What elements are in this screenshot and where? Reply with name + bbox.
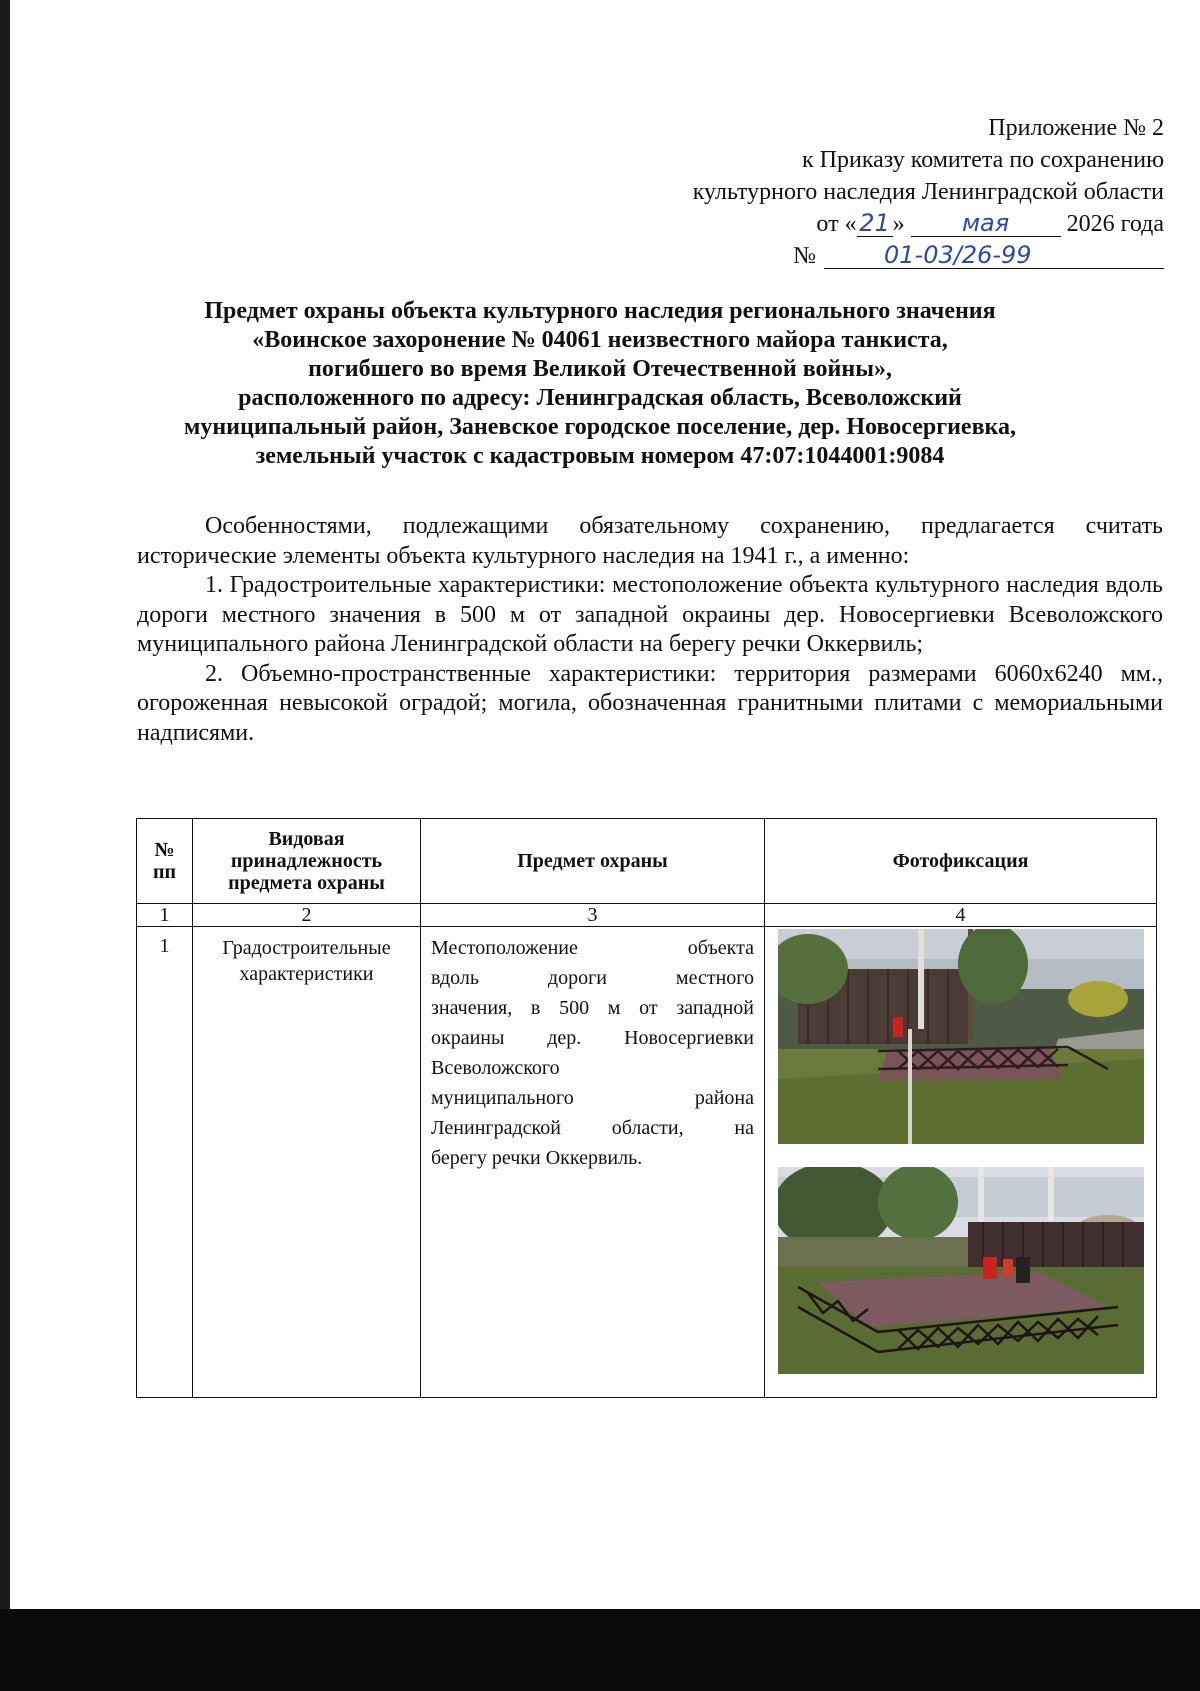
column-number: 2 [193,904,421,927]
row-photos [765,927,1157,1398]
title-line: погибшего во время Великой Отечественной войны», [308,356,892,382]
subject-line: вдоль дороги местного [431,967,754,989]
month-field: мая [911,210,1061,237]
row-kind: Градостроительные характеристики [193,927,421,1398]
subject-line: Ленинградской области, на [431,1117,754,1139]
day-field: 21 [857,210,893,237]
committee-name: культурного наследия Ленинградской области [692,179,1164,205]
memorial-photo-2 [778,1167,1144,1374]
year-text: 2026 года [1066,211,1164,237]
title-line: расположенного по адресу: Ленинградская область, Всеволожский [238,385,962,411]
order-number-field: 01-03/26-99 [824,242,1164,269]
document-body [137,512,1163,748]
header-number: № пп [137,819,193,904]
column-number-row [137,904,1157,927]
intro-paragraph: Особенностями, подлежащими обязательному сохранению, предлагается считать исторические элементы объекта культурного наследия на 1941 г., а именно: [137,513,1163,569]
subject-line: Всеволожского [431,1057,560,1079]
date-mid: » [892,211,905,237]
column-number: 4 [765,904,1157,927]
title-line: земельный участок с кадастровым номером 47:07:1044001:9084 [255,443,945,469]
spatial-paragraph: 2. Объемно-пространственные характеристики: территория размерами 6060х6240 мм., огороженная невысокой оградой; могила, обозначенная гранитными плитами с мемориальными надписями. [137,660,1163,746]
order-reference: к Приказу комитета по сохранению [801,147,1164,173]
table-header-row [137,819,1157,904]
urban-planning-paragraph: 1. Градостроительные характеристики: местоположение объекта культурного наследия вдоль дороги местного значения в 500 м от западной окраины дер. Новосергиевки Всеволожского муниципального района Ленинградской области на берегу речки Оккервиль; [137,572,1163,657]
subject-line: Местоположение объекта [431,937,754,959]
row-subject [421,927,765,1398]
subject-line: муниципального района [431,1087,754,1109]
scan-bottom-edge [0,1609,1200,1691]
scan-left-edge [0,0,10,1691]
number-prefix: № [793,243,816,269]
subject-line: окраины дер. Новосергиевки [431,1027,754,1049]
date-prefix: от « [816,211,857,237]
header-kind: Видовая принадлежность предмета охраны [193,819,421,904]
title-line: Предмет охраны объекта культурного наследия регионального значения [204,298,996,324]
header-subject: Предмет охраны [421,819,765,904]
document-title [120,297,1080,471]
column-number: 3 [421,904,765,927]
subject-line: берегу речки Оккервиль. [431,1147,643,1169]
subject-line: значения, в 500 м от западной [431,997,754,1019]
appendix-number: Приложение № 2 [988,115,1164,141]
appendix-header [464,112,1164,272]
table-row [137,927,1157,1398]
protection-table [136,818,1157,1398]
order-number-line [464,240,1164,272]
order-date-line [464,208,1164,240]
title-line: муниципальный район, Заневское городское поселение, дер. Новосергиевка, [184,414,1016,440]
memorial-photo-1 [778,929,1144,1144]
column-number: 1 [137,904,193,927]
header-photo: Фотофиксация [765,819,1157,904]
row-number: 1 [137,927,193,1398]
title-line: «Воинское захоронение № 04061 неизвестного майора танкиста, [252,327,948,353]
